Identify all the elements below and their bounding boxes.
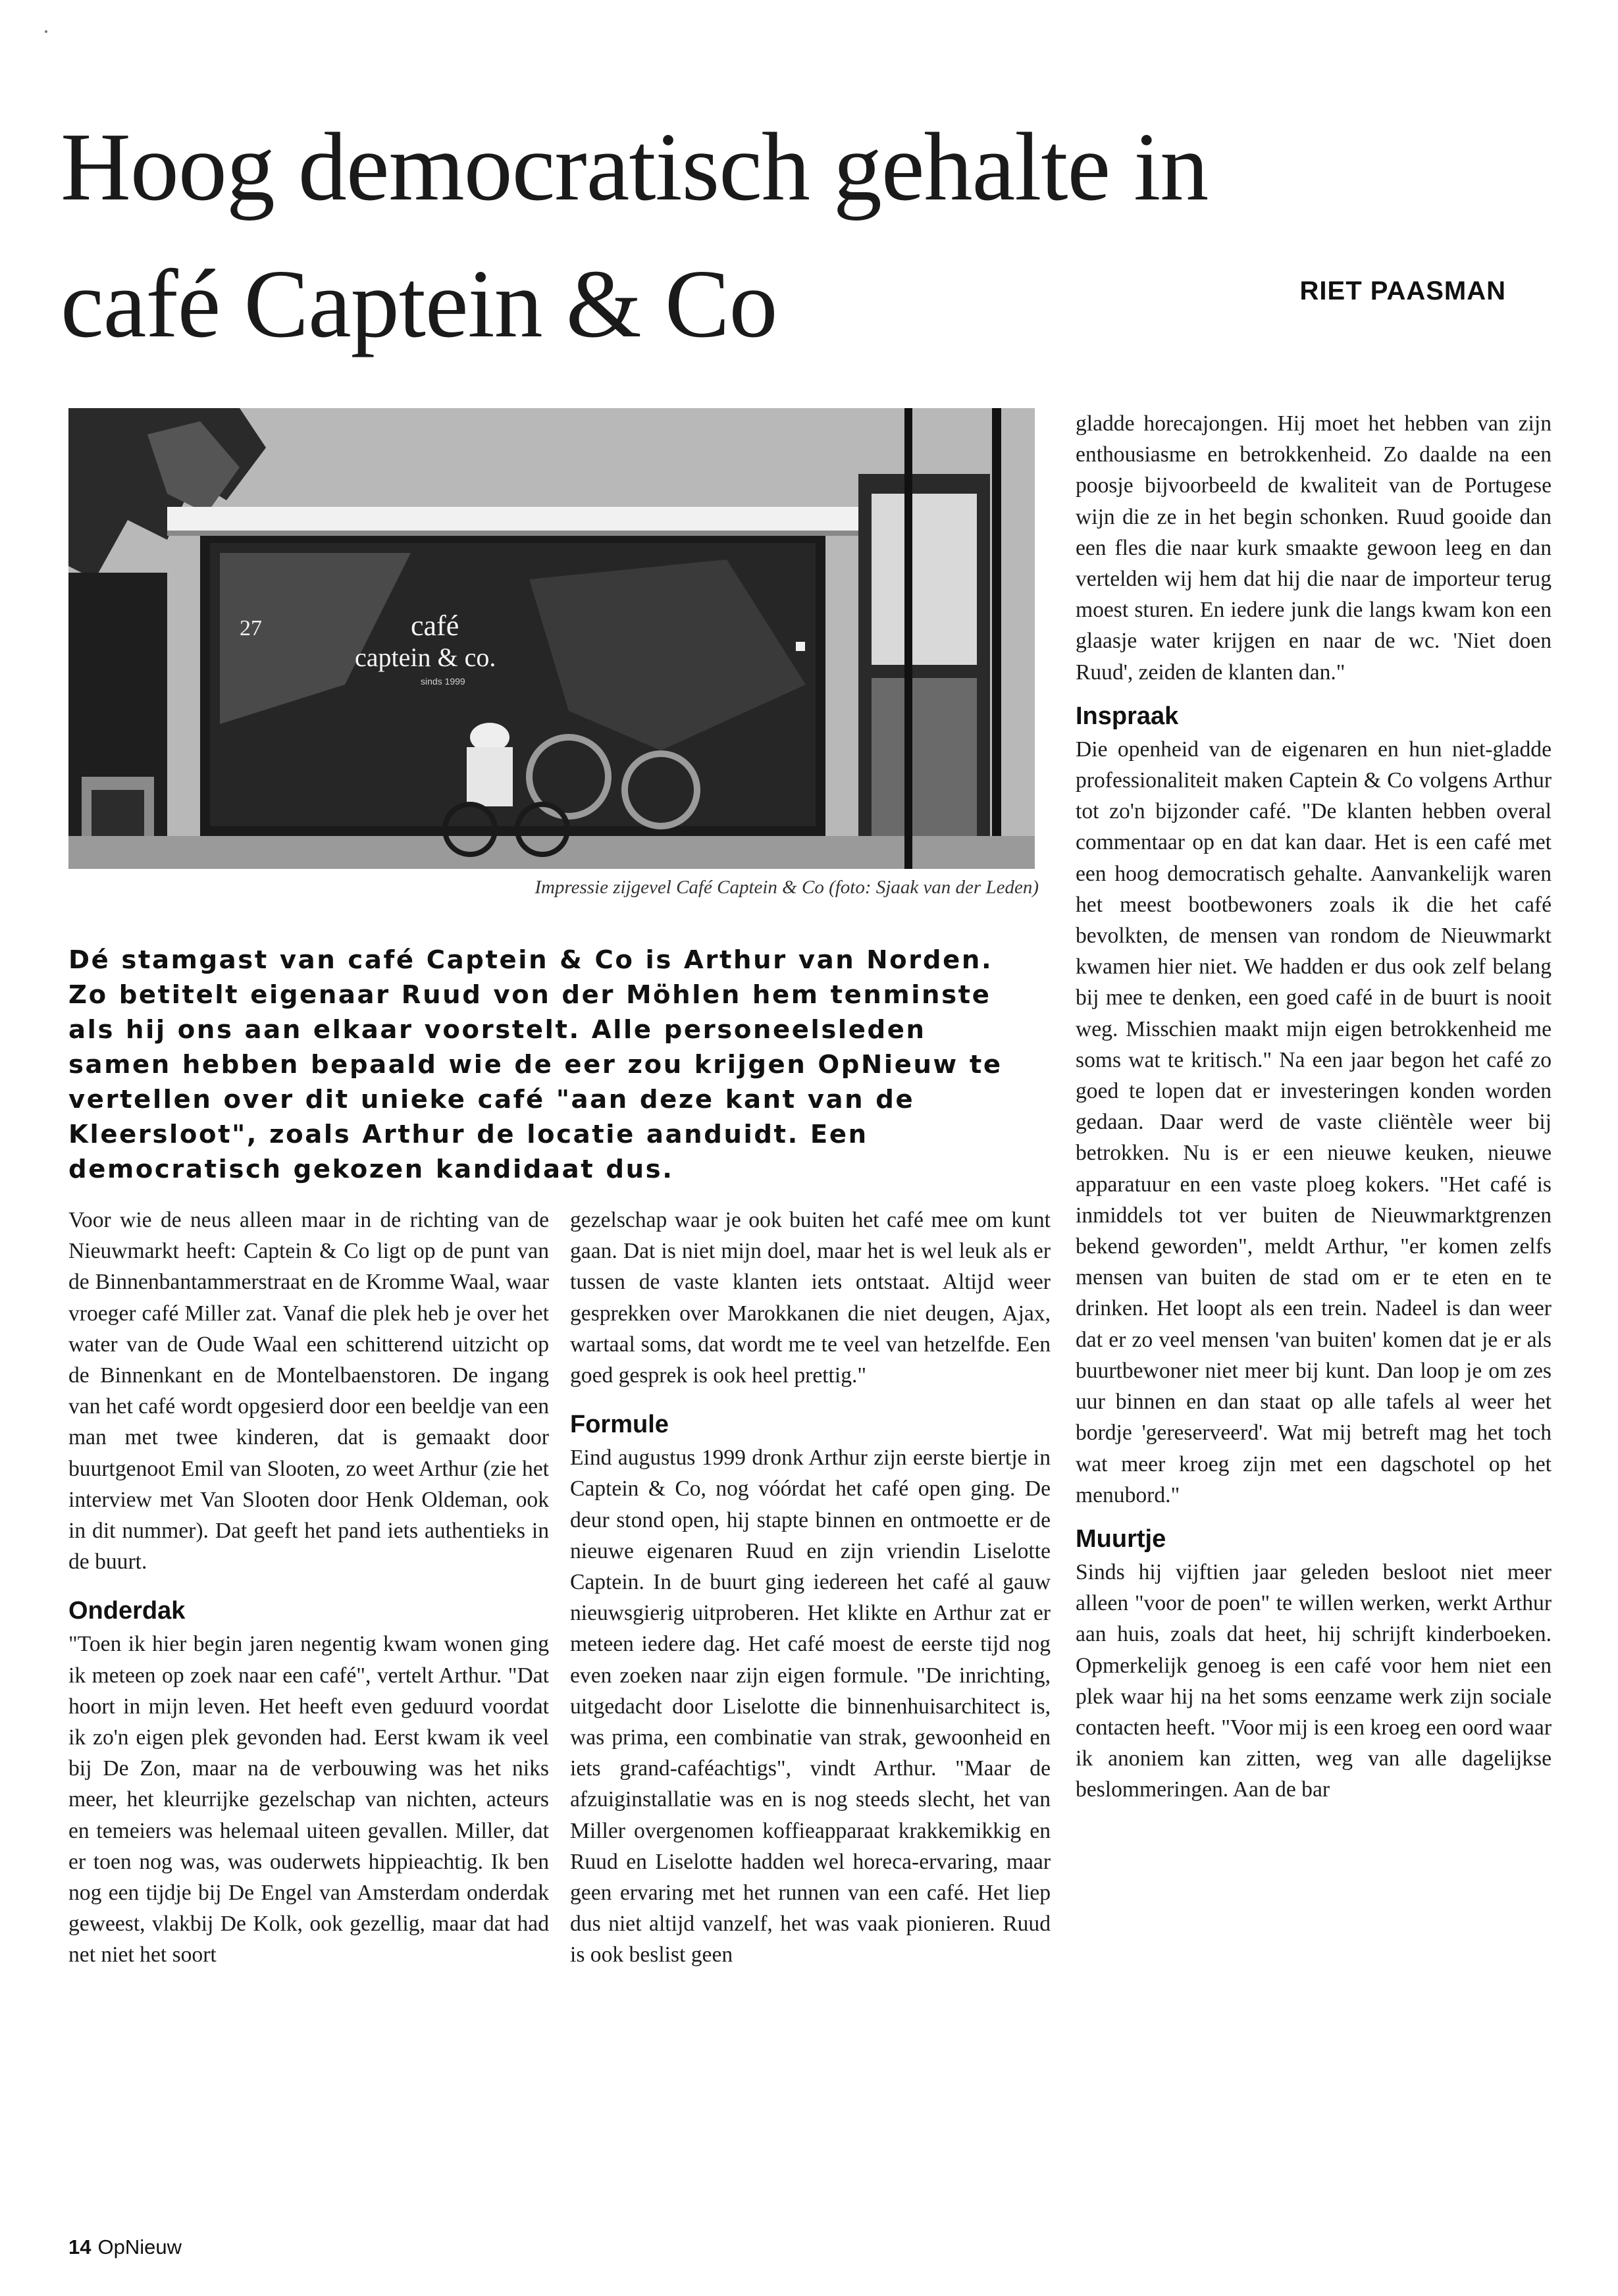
cafe-photo: [68, 408, 1035, 869]
page-number: 14: [68, 2235, 91, 2258]
page-footer: [68, 2235, 182, 2259]
column-1: [68, 1205, 549, 1971]
subheading-formule: Formule: [570, 1411, 669, 1439]
subheading-inspraak: Inspraak: [1076, 702, 1179, 730]
col3-paragraph-1: gladde horecajongen. Hij moet het hebben van zijn enthousiasme en betrokkenheid. Zo daalde na een poosje bijvoorbeeld de kwaliteit van de Portugese wijn die ze in het begin schonken. Ruud gooide dan een fles die naar kurk smaakte gewoon leeg en dan vertelden wij hem dat hij die naar de importeur terug moest sturen. En iedere junk die langs kwam kon een glaasje water krijgen en naar de wc. 'Niet doen Ruud', zeiden de klanten dan.": [1076, 411, 1552, 685]
lead-paragraph: Dé stamgast van café Captein & Co is Arthur van Norden. Zo betitelt eigenaar Ruud von der Möhlen hem tenminste als hij ons aan elkaar voorstelt. Alle personeelsleden samen hebben bepaald wie de eer zou krijgen OpNieuw te vertellen over dit unieke café "aan deze kant van de Kleersloot", zoals Arthur de locatie aanduidt. Een democratisch gekozen kandidaat dus.: [68, 945, 1003, 1184]
title-line-2: café Captein & Co: [61, 250, 777, 358]
article-title: [61, 99, 1285, 373]
subheading-muurtje: Muurtje: [1076, 1525, 1166, 1553]
col3-paragraph-2: Die openheid van de eigenaren en hun niet-gladde professionaliteit maken Captein & Co volgens Arthur tot zo'n bijzonder café. "De klanten hebben overal commentaar op en dat kan daar. Het is een café met een hoog democratisch gehalte. Aanvankelijk waren het meest bootbewoners zoals ik die het café bevolkten, de mensen van rondom de Nieuwmarkt kwamen hier niet. We hadden er dus ook zelf belang bij mee te denken, een goed café in de buurt is nooit weg. Misschien maakt mijn eigen betrokkenheid me soms wat te kritisch." Na een jaar begon het café zo goed te lopen dat er investeringen konden worden gedaan. Daar werd de vaste cliëntèle weer bij betrokken. Nu is er een nieuwe keuken, nieuwe apparatuur en een vaste ploeg kokers. "Het café is inmiddels tot ver buiten de Nieuwmarktgrenzen bekend geworden", meldt Arthur, "er komen zelfs mensen van buiten de stad om er te eten en te drinken. Het loopt als een trein. Nadeel is dan weer dat er zo veel mensen 'van buiten' komen dat je er als buurtbewoner niet meer bij kunt. Dan loop je om zes uur binnen en dan staat op alle tafels al weer het bordje 'gereserveerd'. Wat mij betreft mag het toch wat meer kroeg zijn met een dagschotel op het menubord.": [1076, 737, 1552, 1507]
author-byline: RIET PAASMAN: [1299, 276, 1506, 305]
col3-paragraph-3: Sinds hij vijftien jaar geleden besloot niet meer alleen "voor de poen" te willen werken, werkt Arthur aan huis, zoals dat heet, hij schrijft kinderboeken. Opmerkelijk genoeg is een café voor hem niet een plek waar hij na het soms eenzame werk zijn sociale contacten heeft. "Voor mij is een kroeg een oord waar ik anoniem kan zitten, weg van alle dagelijkse beslommeringen. Aan de bar: [1076, 1559, 1552, 1802]
column-3: [1076, 408, 1552, 1806]
column-2: [570, 1205, 1051, 1971]
subheading-onderdak: Onderdak: [68, 1597, 186, 1625]
house-number: 27: [240, 616, 262, 640]
sign-line-1: café: [411, 610, 459, 642]
photo-caption: Impressie zijgevel Café Captein & Co (foto: Sjaak van der Leden): [535, 877, 1039, 898]
col1-paragraph-1: Voor wie de neus alleen maar in de richting van de Nieuwmarkt heeft: Captein & Co ligt op de punt van de Binnenbantammerstraat en de Kromme Waal, waar vroeger café Miller zat. Vanaf die plek heb je over het water van de Oude Waal een schitterend uitzicht op de Binnenkant en de Montelbaenstoren. De ingang van het café wordt opgesierd door een beeldje van een man met twee kinderen, dat is gemaakt door buurtgenoot Emil van Slooten, zo weet Arthur (zie het interview met Van Slooten door Henk Oldeman, ook in dit nummer). Dat geeft het pand iets authentieks in de buurt.: [68, 1208, 549, 1575]
title-line-1: Hoog democratisch gehalte in: [61, 113, 1209, 221]
magazine-name: OpNieuw: [97, 2235, 182, 2258]
col1-paragraph-2: "Toen ik hier begin jaren negentig kwam wonen ging ik meteen op zoek naar een café", vertelt Arthur. "Dat hoort in mijn leven. Het heeft even geduurd voordat ik zo'n eigen plek gevonden had. Eerst kwam ik veel bij De Zon, maar na de verbouwing was het niks meer, het kleurrijke gezelschap van nichten, acteurs en temeiers was helemaal uiteen gevallen. Miller, dat er toen nog was, was ouderwets hippieachtig. Ik ben nog een tijdje bij De Engel van Amsterdam onderdak geweest, vlakbij De Kolk, ook gezellig, maar dat had net niet het soort: [68, 1632, 549, 1968]
col2-paragraph-2: Eind augustus 1999 dronk Arthur zijn eerste biertje in Captein & Co, nog vóórdat het café open ging. De deur stond open, hij stapte binnen en ontmoette er de nieuwe eigenaren Ruud en zijn vriendin Liselotte Captein. In de buurt ging iedereen het café al gauw nieuwsgierig uitproberen. Het klikte en Arthur zat er meteen iedere dag. Het café moest de eerste tijd nog even zoeken naar zijn eigen formule. "De inrichting, uitgedacht door Liselotte die binnenhuisarchitect is, was prima, een combinatie van strak, gewoonheid en iets grand-caféachtigs", vindt Arthur. "Maar de afzuiginstallatie was en is nog steeds slecht, het van Miller overgenomen koffieapparaat krakkemikkig en Ruud en Liselotte hadden wel horeca-ervaring, maar geen ervaring met het runnen van een café. Het liep dus niet altijd vanzelf, het was vaak pionieren. Ruud is ook beslist geen: [570, 1446, 1051, 1968]
sign-line-3: sinds 1999: [421, 676, 465, 687]
scan-speck: [45, 30, 47, 33]
sign-line-2: captein & co.: [355, 642, 496, 672]
col2-paragraph-1: gezelschap waar je ook buiten het café mee om kunt gaan. Dat is niet mijn doel, maar het is wel leuk als er tussen de vaste klanten iets ontstaat. Altijd weer gesprekken over Marokkanen die niet deugen, Ajax, wartaal soms, dat wordt me te veel van hetzelfde. Een goed gesprek is ook heel prettig.": [570, 1208, 1051, 1388]
